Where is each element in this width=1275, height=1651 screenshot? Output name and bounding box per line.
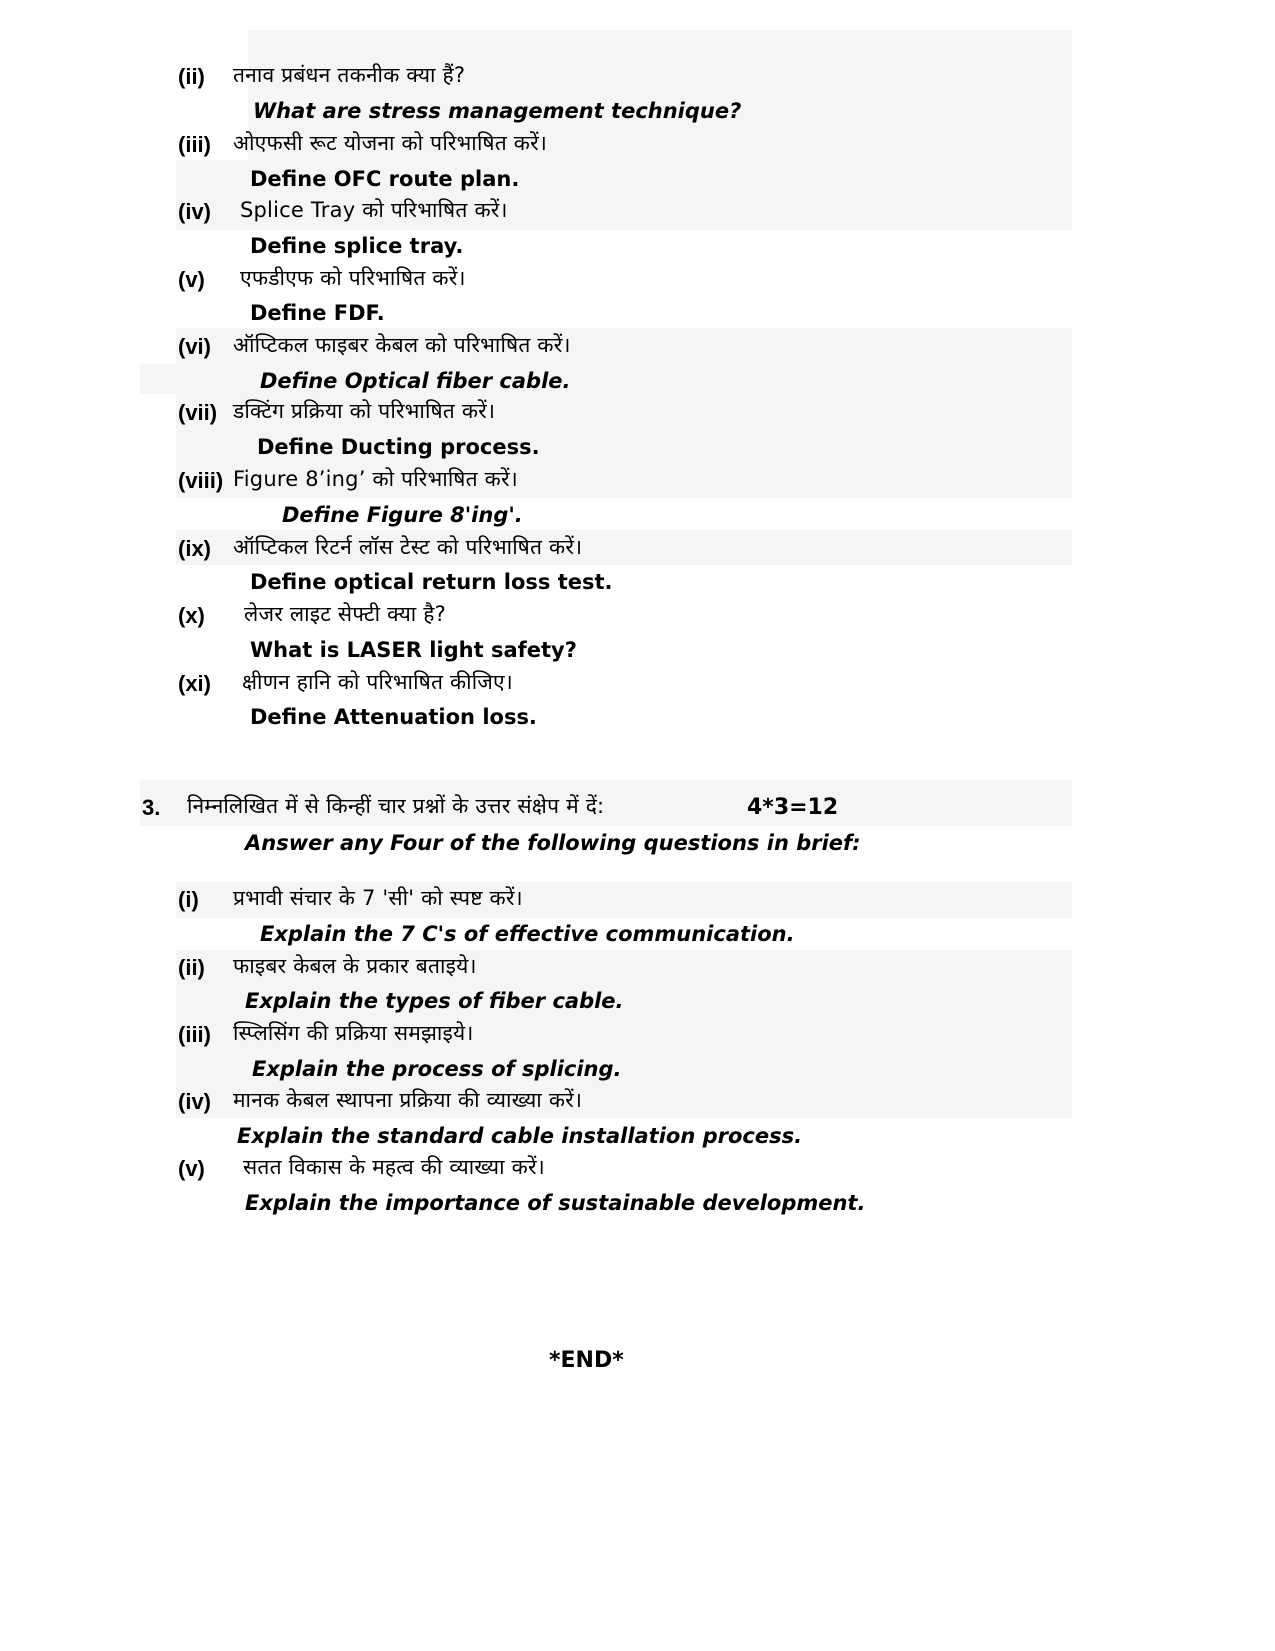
question-number: (ii) bbox=[178, 64, 205, 89]
question-english: Define OFC route plan. bbox=[250, 167, 520, 191]
question-number: (vii) bbox=[178, 400, 218, 425]
question-english: Explain the standard cable installation process. bbox=[237, 1124, 803, 1148]
section-instruction-hindi: निम्नलिखित में से किन्हीं चार प्रश्नों के उत्तर संक्षेप में दें: bbox=[187, 794, 605, 818]
question-number: (ix) bbox=[178, 536, 211, 561]
question-hindi: डक्टिंग प्रक्रिया को परिभाषित करें। bbox=[233, 399, 496, 423]
question-hindi: Splice Tray को परिभाषित करें। bbox=[240, 198, 508, 222]
section-marks: 4*3=12 bbox=[747, 795, 839, 820]
question-number: (ii) bbox=[178, 955, 205, 980]
question-hindi: सतत विकास के महत्व की व्याख्या करें। bbox=[243, 1155, 545, 1179]
section-instruction-english: Answer any Four of the following questions in brief: bbox=[245, 831, 861, 855]
question-number: (v) bbox=[178, 1156, 205, 1181]
question-number: (x) bbox=[178, 603, 205, 628]
question-english: Define splice tray. bbox=[250, 234, 464, 258]
question-english: Define Ducting process. bbox=[257, 435, 540, 459]
question-english: Explain the types of fiber cable. bbox=[245, 989, 624, 1013]
question-hindi: मानक केबल स्थापना प्रक्रिया की व्याख्या करें। bbox=[233, 1088, 583, 1112]
section-number: 3. bbox=[142, 795, 161, 820]
question-english: Explain the 7 C's of effective communication. bbox=[260, 922, 795, 946]
question-number: (iv) bbox=[178, 1089, 211, 1114]
question-hindi: ऑप्टिकल रिटर्न लॉस टेस्ट को परिभाषित करें। bbox=[233, 535, 583, 559]
question-hindi: फाइबर केबल के प्रकार बताइये। bbox=[233, 954, 477, 978]
question-number: (iii) bbox=[178, 1022, 211, 1047]
question-english: What is LASER light safety? bbox=[250, 638, 577, 662]
question-hindi: स्प्लिसिंग की प्रक्रिया समझाइये। bbox=[233, 1021, 474, 1045]
question-hindi: एफडीएफ को परिभाषित करें। bbox=[240, 266, 466, 290]
question-number: (i) bbox=[178, 887, 199, 912]
question-hindi: तनाव प्रबंधन तकनीक क्या हैं? bbox=[233, 63, 466, 87]
question-number: (vi) bbox=[178, 334, 211, 359]
question-english: Define FDF. bbox=[250, 301, 385, 325]
question-english: What are stress management technique? bbox=[253, 99, 742, 123]
question-number: (viii) bbox=[178, 468, 224, 493]
question-number: (iv) bbox=[178, 199, 211, 224]
question-english: Define optical return loss test. bbox=[250, 570, 613, 594]
question-hindi: ओएफसी रूट योजना को परिभाषित करें। bbox=[233, 131, 548, 155]
question-hindi: प्रभावी संचार के 7 'सी' को स्पष्ट करें। bbox=[233, 886, 523, 910]
question-number: (xi) bbox=[178, 671, 211, 696]
question-english: Define Attenuation loss. bbox=[250, 705, 537, 729]
question-english: Explain the importance of sustainable development. bbox=[245, 1191, 866, 1215]
question-number: (v) bbox=[178, 267, 205, 292]
end-marker: *END* bbox=[549, 1348, 624, 1373]
question-english: Explain the process of splicing. bbox=[252, 1057, 622, 1081]
question-hindi: ऑप्टिकल फाइबर केबल को परिभाषित करें। bbox=[233, 333, 571, 357]
question-hindi: क्षीणन हानि को परिभाषित कीजिए। bbox=[242, 670, 513, 694]
question-number: (iii) bbox=[178, 132, 211, 157]
question-english: Define Figure 8'ing'. bbox=[282, 503, 523, 527]
question-hindi: लेजर लाइट सेफ्टी क्या है? bbox=[244, 602, 446, 626]
question-english: Define Optical fiber cable. bbox=[260, 369, 571, 393]
question-hindi: Figure 8’ing’ को परिभाषित करें। bbox=[233, 467, 518, 491]
